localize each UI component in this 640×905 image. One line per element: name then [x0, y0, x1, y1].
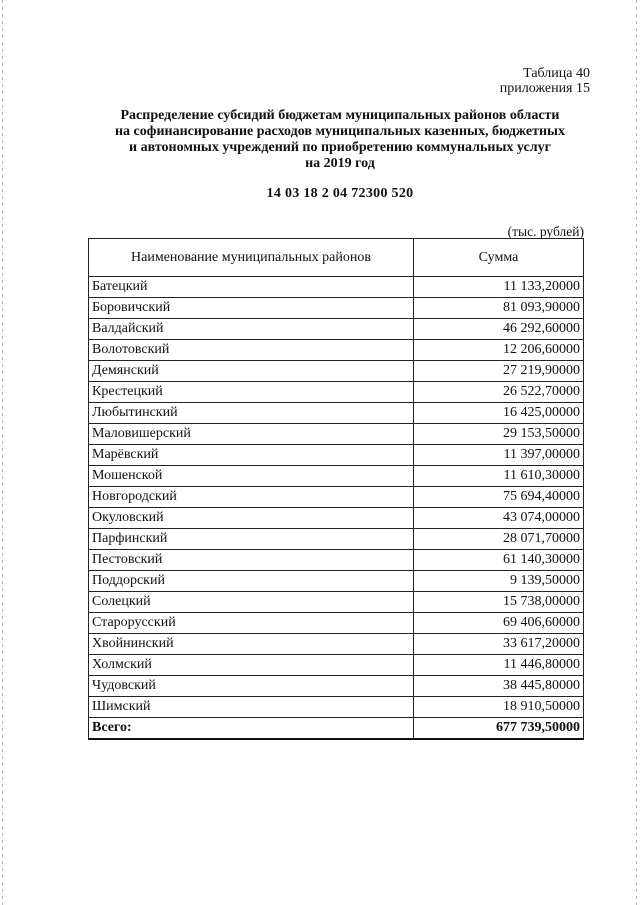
amount: 75 694,40000 [414, 487, 584, 508]
district-name: Демянский [89, 361, 414, 382]
district-name: Пестовский [89, 550, 414, 571]
amount: 18 910,50000 [414, 697, 584, 718]
table-row [89, 529, 584, 550]
table-row [89, 613, 584, 634]
table-row [89, 676, 584, 697]
amount: 69 406,60000 [414, 613, 584, 634]
appendix-number: приложения 15 [499, 81, 590, 96]
amount: 11 397,00000 [414, 445, 584, 466]
total-row [89, 718, 584, 740]
table-row [89, 382, 584, 403]
table-row [89, 340, 584, 361]
amount: 16 425,00000 [414, 403, 584, 424]
amount: 9 139,50000 [414, 571, 584, 592]
amount: 15 738,00000 [414, 592, 584, 613]
total-amount: 677 739,50000 [414, 718, 584, 740]
amount: 11 133,20000 [414, 277, 584, 298]
table-row [89, 697, 584, 718]
amount: 12 206,60000 [414, 340, 584, 361]
district-name: Холмский [89, 655, 414, 676]
district-name: Маловишерский [89, 424, 414, 445]
table-row [89, 466, 584, 487]
district-name: Парфинский [89, 529, 414, 550]
title-line: на 2019 год [305, 156, 375, 171]
district-name: Любытинский [89, 403, 414, 424]
table-row [89, 361, 584, 382]
table-row [89, 298, 584, 319]
document-title [60, 108, 620, 172]
title-line: Распределение субсидий бюджетам муниципальных районов области [120, 108, 560, 123]
table-row [89, 277, 584, 298]
amount: 33 617,20000 [414, 634, 584, 655]
district-name: Поддорский [89, 571, 414, 592]
unit-label: (тыс. рублей) [507, 224, 584, 239]
scan-edge-right [636, 0, 637, 905]
district-name: Окуловский [89, 508, 414, 529]
table-row [89, 403, 584, 424]
amount: 46 292,60000 [414, 319, 584, 340]
table-row [89, 319, 584, 340]
title-line: и автономных учреждений по приобретению коммунальных услуг [129, 140, 551, 155]
district-name: Марёвский [89, 445, 414, 466]
district-name: Валдайский [89, 319, 414, 340]
district-name: Волотовский [89, 340, 414, 361]
amount: 61 140,30000 [414, 550, 584, 571]
table-number: Таблица 40 [523, 66, 590, 81]
subsidy-table [88, 238, 584, 740]
amount: 26 522,70000 [414, 382, 584, 403]
district-name: Мошенской [89, 466, 414, 487]
district-name: Новгородский [89, 487, 414, 508]
table-row [89, 592, 584, 613]
district-name: Солецкий [89, 592, 414, 613]
total-label: Всего: [89, 718, 414, 740]
table-row [89, 424, 584, 445]
table-row [89, 550, 584, 571]
table-row [89, 634, 584, 655]
header-district-name: Наименование муниципальных районов [89, 239, 414, 277]
table-row [89, 445, 584, 466]
district-name: Крестецкий [89, 382, 414, 403]
district-name: Старорусский [89, 613, 414, 634]
table-row [89, 487, 584, 508]
amount: 27 219,90000 [414, 361, 584, 382]
amount: 28 071,70000 [414, 529, 584, 550]
district-name: Шимский [89, 697, 414, 718]
amount: 38 445,80000 [414, 676, 584, 697]
amount: 11 610,30000 [414, 466, 584, 487]
table-reference [500, 66, 590, 96]
budget-code: 14 03 18 2 04 72300 520 [266, 186, 414, 201]
header-amount: Сумма [414, 239, 584, 277]
table-row [89, 508, 584, 529]
title-line: на софинансирование расходов муниципальных казенных, бюджетных [114, 124, 565, 139]
district-name: Хвойнинский [89, 634, 414, 655]
district-name: Боровичский [89, 298, 414, 319]
table-row [89, 655, 584, 676]
district-name: Батецкий [89, 277, 414, 298]
amount: 43 074,00000 [414, 508, 584, 529]
amount: 81 093,90000 [414, 298, 584, 319]
scan-edge-left [2, 0, 3, 905]
amount: 29 153,50000 [414, 424, 584, 445]
table-row [89, 571, 584, 592]
amount: 11 446,80000 [414, 655, 584, 676]
table-header-row [89, 239, 584, 277]
district-name: Чудовский [89, 676, 414, 697]
